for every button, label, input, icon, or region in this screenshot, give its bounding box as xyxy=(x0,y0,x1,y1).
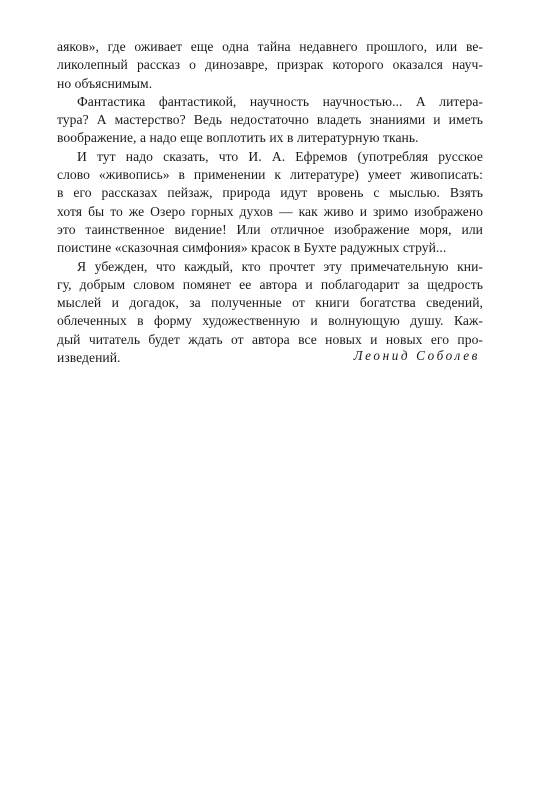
body-text xyxy=(57,38,483,367)
text-line: гу, добрым словом помянет ее автора и поблагодарит за щедрость xyxy=(57,276,483,292)
text-line: аяков», где оживает еще одна тайна недавнего прошлого, или ве- xyxy=(57,39,483,54)
text-line: тура? А мастерство? Ведь недостаточно владеть знаниями и иметь xyxy=(57,112,483,128)
text-line: воображение, а надо еще воплотить их в литературную ткань. xyxy=(57,130,419,146)
author-signature: Леонид Соболев xyxy=(353,348,480,363)
text-line: И тут надо сказать, что И. А. Ефремов (употребляя русское xyxy=(77,148,483,164)
text-line: изведений. xyxy=(57,350,121,366)
text-line: дый читатель будет ждать от автора все новых и новых его про- xyxy=(57,331,483,347)
text-line: слово «живопись» в применении к литературе) умеет живописать: xyxy=(57,167,483,183)
text-line: поистине «сказочная симфония» красок в Бухте радужных струй... xyxy=(57,240,447,256)
text-line: но объяснимым. xyxy=(57,75,153,91)
text-line: ликолепный рассказ о динозавре, призрак которого оказался науч- xyxy=(57,57,483,73)
text-line: Я убежден, что каждый, кто прочтет эту примечательную кни- xyxy=(77,258,483,274)
text-line: Фантастика фантастикой, научность научностью... А литера- xyxy=(77,93,483,109)
text-line: облеченных в форму художественную и волнующую душу. Каж- xyxy=(57,313,483,329)
text-line: хотя бы то же Озеро горных духов — как живо и зримо изображено xyxy=(57,203,483,219)
text-line: в его рассказах пейзаж, природа идут вровень с мыслью. Взять xyxy=(57,185,483,201)
text-line: это таинственное видение! Или отличное изображение моря, или xyxy=(57,221,483,237)
text-line: мыслей и догадок, за полученные от книги богатства сведений, xyxy=(57,295,483,311)
